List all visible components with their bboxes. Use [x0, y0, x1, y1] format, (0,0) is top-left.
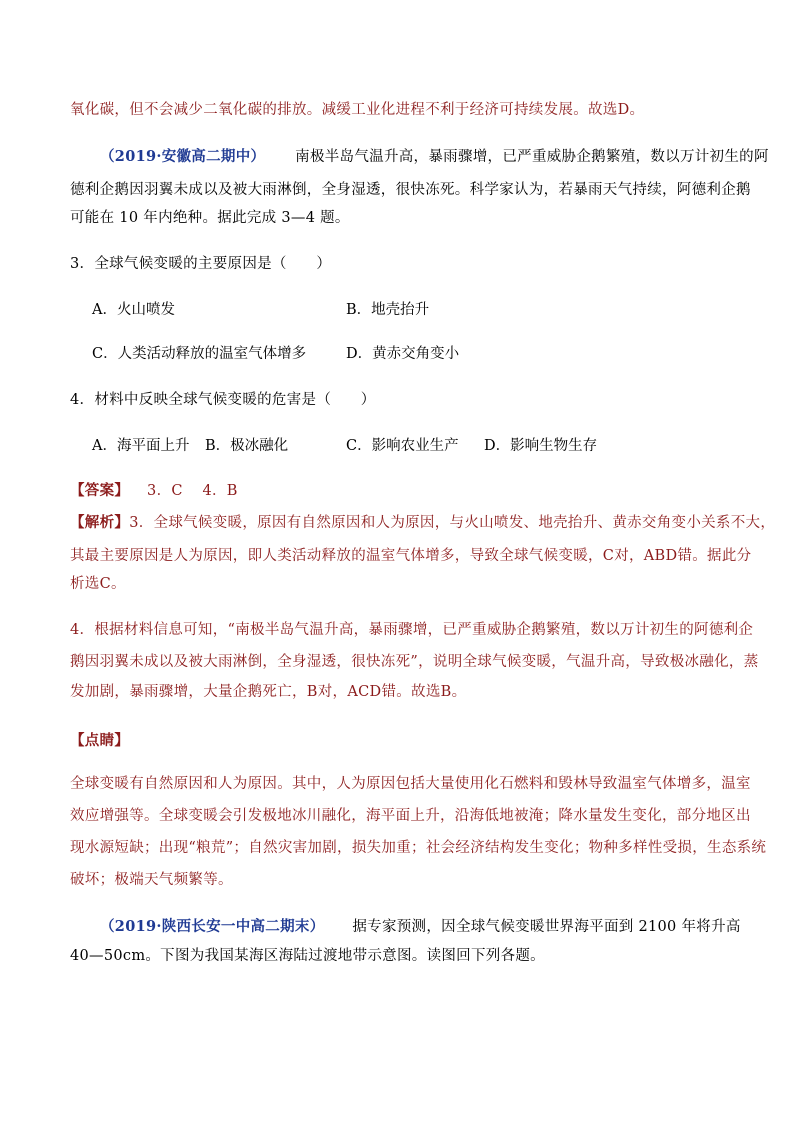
material-intro-line-3: 可能在 10 年内绝种。据此完成 3—4 题。 [70, 210, 350, 226]
tip-line-3: 现水源短缺；出现“粮荒”；自然灾害加剧，损失加重；社会经济结构发生变化；物种多样性受损，生态系统 [70, 840, 767, 856]
material-text: 南极半岛气温升高，暴雨骤增，已严重威胁企鹅繁殖，数以万计初生的阿 [295, 149, 769, 165]
source-tag-2: （2019·陕西长安一中高二期末） [100, 918, 325, 935]
question-4-option-d: D．影响生物生存 [484, 438, 598, 454]
analysis-q4-line-2: 鹅因羽翼未成以及被大雨淋倒，全身湿透，很快冻死”，说明全球气候变暖，气温升高，导致极冰融化，蒸 [70, 654, 759, 670]
tip-line-4: 破坏；极端天气频繁等。 [70, 872, 233, 888]
question-3-stem: 3．全球气候变暖的主要原因是（ ） [70, 256, 332, 272]
analysis-text: 3．全球气候变暖，原因有自然原因和人为原因，与火山喷发、地壳抬升、黄赤交角变小关系不大， [129, 515, 776, 531]
question-3-option-b: B．地壳抬升 [346, 302, 430, 318]
answer-analysis-continuation: 氧化碳，但不会减少二氧化碳的排放。减缓工业化进程不利于经济可持续发展。故选D。 [70, 102, 645, 118]
analysis-line-1 [70, 512, 776, 534]
analysis-q4-line-1: 4．根据材料信息可知，“南极半岛气温升高，暴雨骤增，已严重威胁企鹅繁殖，数以万计初生的阿德利企 [70, 622, 754, 638]
question-4-option-a: A．海平面上升 [92, 438, 190, 454]
question-4-stem: 4．材料中反映全球气候变暖的危害是（ ） [70, 392, 376, 408]
material-2-line-2: 40—50cm。下图为我国某海区海陆过渡地带示意图。读图回下列各题。 [70, 948, 545, 964]
question-3-option-c: C．人类活动释放的温室气体增多 [92, 346, 307, 362]
tip-label: 【点睛】 [70, 732, 130, 749]
material-2-line-1 [100, 916, 760, 938]
question-3-option-d: D．黄赤交角变小 [346, 346, 460, 362]
material-2-text: 据专家预测，因全球气候变暖世界海平面到 2100 年将升高 [352, 919, 741, 935]
material-intro-line-1 [100, 146, 769, 168]
analysis-label: 【解析】 [70, 514, 130, 531]
analysis-q4-line-3: 发加剧，暴雨骤增，大量企鹅死亡，B对，ACD错。故选B。 [70, 684, 467, 700]
tip-line-1: 全球变暖有自然原因和人为原因。其中，人为原因包括大量使用化石燃料和毁林导致温室气体增多，温室 [70, 776, 751, 792]
answer-text: 3．C 4．B [147, 483, 238, 499]
question-3-option-a: A．火山喷发 [92, 302, 175, 318]
question-4-option-b: B．极冰融化 [205, 438, 289, 454]
tip-line-2: 效应增强等。全球变暖会引发极地冰川融化，海平面上升，沿海低地被淹；降水量发生变化，部分地区出 [70, 808, 751, 824]
answer-label: 【答案】 [70, 482, 130, 499]
source-tag: （2019·安徽高二期中） [100, 148, 266, 165]
question-4-option-c: C．影响农业生产 [346, 438, 459, 454]
analysis-line-3: 析选C。 [70, 576, 126, 592]
analysis-line-2: 其最主要原因是人为原因，即人类活动释放的温室气体增多，导致全球气候变暖，C对，ABD错。据此分 [70, 548, 752, 564]
material-intro-line-2: 德利企鹅因羽翼未成以及被大雨淋倒，全身湿透，很快冻死。科学家认为，若暴雨天气持续，阿德利企鹅 [70, 182, 751, 198]
answer-line [70, 480, 730, 502]
